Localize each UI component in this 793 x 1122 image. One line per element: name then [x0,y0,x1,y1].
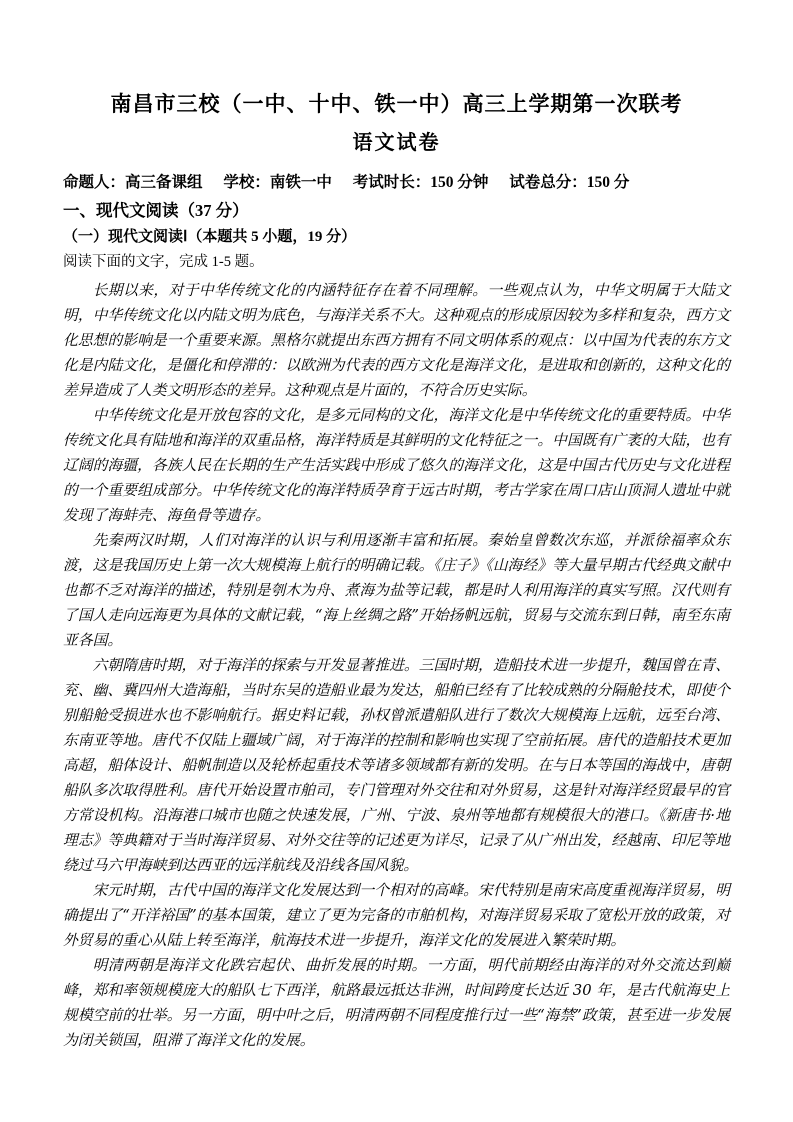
reading-instruction: 阅读下面的文字，完成 1-5 题。 [63,254,264,270]
exam-title: 南昌市三校（一中、十中、铁一中）高三上学期第一次联考 [110,92,683,116]
section-heading-modern-reading: 一、现代文阅读（37 分） [63,201,249,220]
meta-total-score: 试卷总分：150 分 [509,174,630,191]
meta-school: 学校：南铁一中 [223,174,332,191]
passage-paragraph-6: 明清两朝是海洋文化跌宕起伏、曲折发展的时期。一方面，明代前期经由海洋的对外交流达到巅峰，郑和率领规模庞大的船队七下西洋，航路最远抵达非洲，时间跨度长达近 30 年，是古代航海史上规模空前的壮举。另一方面，明中叶之后，明清两朝不同程度推行过一些“海禁”政策，甚至进一步发展为闭关锁国，阻滞了海洋文化的发展。 [63,957,730,1049]
passage-paragraph-5: 宋元时期，古代中国的海洋文化发展达到一个相对的高峰。宋代特别是南宋高度重视海洋贸易，明确提出了“开洋裕国”的基本国策，建立了更为完备的市舶机构，对海洋贸易采取了宽松开放的政策，对外贸易的重心从陆上转至海洋，航海技术进一步提升，海洋文化的发展进入繁荣时期。 [63,882,730,949]
subsection-heading-reading-one: （一）现代文阅读Ⅰ（本题共 5 小题，19 分） [63,229,357,245]
passage-paragraph-1: 长期以来，对于中华传统文化的内涵特征存在着不同理解。一些观点认为，中华文明属于大陆文明，中华传统文化以内陆文明为底色，与海洋关系不大。这种观点的形成原因较为多样和复杂，西方文化思想的影响是一个重要来源。黑格尔就提出东西方拥有不同文明体系的观点：以中国为代表的东方文化是内陆文化，是僵化和停滞的：以欧洲为代表的西方文化是海洋文化，是进取和创新的，这种文化的差异造成了人类文明形态的差异。这种观点是片面的，不符合历史实际。 [63,282,730,399]
reading-passage [63,278,730,1053]
meta-question-setter: 命题人：高三备课组 [63,174,203,191]
exam-subtitle: 语文试卷 [352,132,441,154]
passage-paragraph-4: 六朝隋唐时期，对于海洋的探索与开发显著推进。三国时期，造船技术进一步提升，魏国曾在青、兖、幽、冀四州大造海船，当时东吴的造船业最为发达，船舶已经有了比较成熟的分隔舱技术，即使个别船舱受损进水也不影响航行。据史料记载，孙权曾派遣船队进行了数次大规模海上远航，远至台湾、东南亚等地。唐代不仅陆上疆域广阔，对于海洋的控制和影响也实现了空前拓展。唐代的造船技术更加高超，船体设计、船帆制造以及轮桥起重技术等诸多领域都有新的发明。在与日本等国的海战中，唐朝船队多次取得胜利。唐代开始设置市舶司，专门管理对外交往和对外贸易，这是针对海洋经贸最早的官方常设机构。沿海港口城市也随之快速发展，广州、宁波、泉州等地都有规模很大的港口。《新唐书·地理志》等典籍对于当时海洋贸易、对外交往等的记述更为详尽，记录了从广州出发，经越南、印尼等地绕过马六甲海峡到达西亚的远洋航线及沿线各国风貌。 [63,657,730,874]
passage-paragraph-3: 先秦两汉时期，人们对海洋的认识与利用逐渐丰富和拓展。秦始皇曾数次东巡，并派徐福率众东渡，这是我国历史上第一次大规模海上航行的明确记载。《庄子》《山海经》等大量早期古代经典文献中也都不乏对海洋的描述，特别是刳木为舟、煮海为盐等记载，都是时人利用海洋的真实写照。汉代则有了国人走向远海更为具体的文献记载，“海上丝绸之路”开始扬帆远航，贸易与交流东到日韩，南至东南亚各国。 [63,532,730,649]
passage-paragraph-2: 中华传统文化是开放包容的文化，是多元同构的文化，海洋文化是中华传统文化的重要特质。中华传统文化具有陆地和海洋的双重品格，海洋特质是其鲜明的文化特征之一。中国既有广袤的大陆，也有辽阔的海疆，各族人民在长期的生产生活实践中形成了悠久的海洋文化，这是中国古代历史与文化进程的一个重要组成部分。中华传统文化的海洋特质孕育于远古时期，考古学家在周口店山顶洞人遗址中就发现了海蚌壳、海鱼骨等遗存。 [63,407,730,524]
exam-meta-line [63,173,730,193]
meta-exam-duration: 考试时长：150 分钟 [352,174,489,191]
